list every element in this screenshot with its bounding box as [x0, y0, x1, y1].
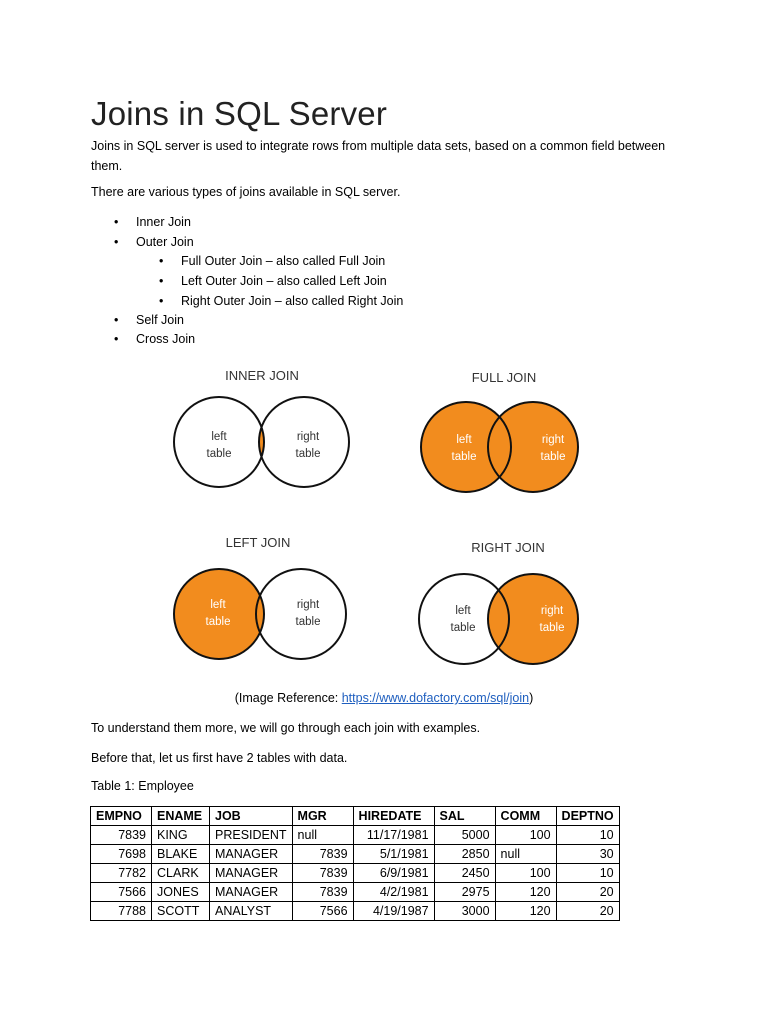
cell-mgr: 7839: [292, 883, 353, 902]
cell-deptno: 20: [556, 883, 619, 902]
image-reference-prefix: (Image Reference:: [234, 691, 342, 705]
list-item-left-outer-join: • Left Outer Join – also called Left Join: [181, 272, 387, 292]
header-sal: SAL: [434, 807, 495, 826]
list-item-right-outer-join: • Right Outer Join – also called Right Join: [181, 292, 403, 312]
cell-deptno: 10: [556, 864, 619, 883]
cell-deptno: 30: [556, 845, 619, 864]
image-reference-link[interactable]: https://www.dofactory.com/sql/join: [341, 691, 530, 705]
left-join-diagram: [174, 535, 346, 659]
inner-left-label-2: table: [206, 448, 232, 460]
cell-job: PRESIDENT: [210, 826, 293, 845]
cell-ename: KING: [152, 826, 210, 845]
cell-comm: 100: [495, 864, 556, 883]
cell-mgr: 7839: [292, 864, 353, 883]
cell-deptno: 10: [556, 826, 619, 845]
full-join-title: FULL JOIN: [471, 370, 537, 385]
table-row: [91, 902, 620, 921]
cell-sal: 5000: [434, 826, 495, 845]
cell-sal: 2850: [434, 845, 495, 864]
cell-comm: 120: [495, 883, 556, 902]
full-right-label-2: table: [540, 451, 566, 463]
right-join-diagram: [419, 540, 578, 664]
cell-ename: JONES: [152, 883, 210, 902]
full-left-label-2: table: [451, 451, 477, 463]
list-item-cross-join: • Cross Join: [136, 330, 195, 350]
cell-empno: 7788: [91, 902, 152, 921]
list-item-inner-join: • Inner Join: [136, 213, 191, 233]
cell-sal: 2975: [434, 883, 495, 902]
intro-paragraph: Joins in SQL server is used to integrate rows from multiple data sets, based on a common field between them.: [91, 139, 666, 173]
header-comm: COMM: [495, 807, 556, 826]
cell-ename: BLAKE: [152, 845, 210, 864]
page-title: Joins in SQL Server: [91, 95, 388, 132]
cell-empno: 7566: [91, 883, 152, 902]
cell-job: MANAGER: [210, 845, 293, 864]
cell-hiredate: 5/1/1981: [353, 845, 434, 864]
left-join-right-circle: [256, 569, 346, 659]
before-paragraph: Before that, let us first have 2 tables with data.: [91, 751, 348, 765]
left-left-label-2: table: [205, 616, 231, 628]
understand-paragraph: To understand them more, we will go through each join with examples.: [91, 721, 481, 735]
table-row: [91, 864, 620, 883]
cell-hiredate: 4/19/1987: [353, 902, 434, 921]
cell-comm: null: [495, 845, 556, 864]
inner-left-label-1: left: [211, 431, 227, 443]
table1-caption: Table 1: Employee: [91, 779, 194, 793]
right-join-title: RIGHT JOIN: [471, 540, 545, 555]
cell-job: MANAGER: [210, 864, 293, 883]
inner-join-diagram: [174, 368, 349, 487]
left-right-label-2: table: [295, 616, 321, 628]
types-intro-paragraph: There are various types of joins available in SQL server.: [91, 185, 401, 199]
left-join-title: LEFT JOIN: [225, 535, 291, 550]
cell-sal: 3000: [434, 902, 495, 921]
image-reference-suffix: ): [529, 691, 534, 705]
table-row: [91, 845, 620, 864]
header-mgr: MGR: [292, 807, 353, 826]
cell-mgr: 7566: [292, 902, 353, 921]
cell-comm: 120: [495, 902, 556, 921]
list-item-outer-join: • Outer Join: [136, 233, 194, 253]
header-hiredate: HIREDATE: [353, 807, 434, 826]
cell-empno: 7839: [91, 826, 152, 845]
left-right-label-1: right: [296, 599, 320, 611]
cell-hiredate: 11/17/1981: [353, 826, 434, 845]
header-job: JOB: [210, 807, 293, 826]
cell-mgr: 7839: [292, 845, 353, 864]
right-right-label-1: right: [540, 605, 564, 617]
cell-hiredate: 4/2/1981: [353, 883, 434, 902]
cell-job: MANAGER: [210, 883, 293, 902]
full-left-label-1: left: [456, 434, 472, 446]
cell-mgr: null: [292, 826, 353, 845]
right-left-label-1: left: [455, 605, 471, 617]
header-empno: EMPNO: [91, 807, 152, 826]
cell-hiredate: 6/9/1981: [353, 864, 434, 883]
employee-table: [90, 806, 620, 921]
table-row: [91, 883, 620, 902]
full-join-diagram: [421, 370, 578, 492]
header-deptno: DEPTNO: [556, 807, 619, 826]
table-row: [91, 826, 620, 845]
cell-empno: 7782: [91, 864, 152, 883]
image-reference: [0, 689, 768, 709]
cell-sal: 2450: [434, 864, 495, 883]
right-left-label-2: table: [450, 622, 476, 634]
right-right-label-2: table: [539, 622, 565, 634]
left-left-label-1: left: [210, 599, 226, 611]
full-right-label-1: right: [541, 434, 565, 446]
table-header-row: [91, 807, 620, 826]
inner-join-title: INNER JOIN: [225, 368, 299, 383]
cell-ename: SCOTT: [152, 902, 210, 921]
cell-empno: 7698: [91, 845, 152, 864]
list-item-full-outer-join: • Full Outer Join – also called Full Join: [181, 252, 385, 272]
list-item-self-join: • Self Join: [136, 311, 184, 331]
inner-right-label-1: right: [296, 431, 320, 443]
cell-job: ANALYST: [210, 902, 293, 921]
cell-deptno: 20: [556, 902, 619, 921]
header-ename: ENAME: [152, 807, 210, 826]
cell-ename: CLARK: [152, 864, 210, 883]
inner-right-label-2: table: [295, 448, 321, 460]
cell-comm: 100: [495, 826, 556, 845]
